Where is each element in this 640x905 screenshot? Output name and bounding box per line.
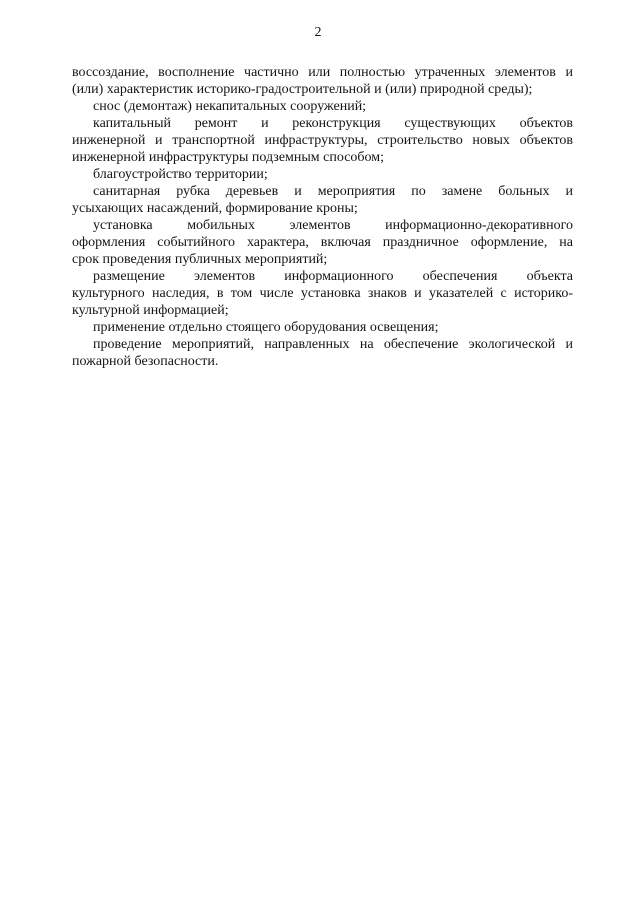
paragraph	[72, 336, 573, 370]
text-line	[72, 268, 573, 285]
text-line-content: инженерной инфраструктуры подземным способом;	[72, 150, 385, 165]
text-line	[72, 302, 573, 319]
text-line	[72, 98, 573, 115]
text-line-content: снос (демонтаж) некапитальных сооружений;	[93, 99, 367, 114]
paragraph	[72, 217, 573, 268]
text-line	[72, 200, 573, 217]
text-line	[72, 166, 573, 183]
text-line	[72, 183, 573, 200]
text-line	[72, 81, 573, 98]
text-line-content: санитарная рубка деревьев и мероприятия по замене больных и	[93, 184, 573, 199]
text-line-content: пожарной безопасности.	[72, 354, 219, 369]
text-line-content: проведение мероприятий, направленных на обеспечение экологической и	[93, 337, 573, 352]
text-line-content: применение отдельно стоящего оборудования освещения;	[93, 320, 439, 335]
text-line	[72, 64, 573, 81]
paragraph	[72, 319, 573, 336]
text-line	[72, 217, 573, 234]
text-line-content: воссоздание, восполнение частично или полностью утраченных элементов и	[72, 65, 573, 80]
text-line	[72, 234, 573, 251]
paragraph	[72, 166, 573, 183]
text-line	[72, 336, 573, 353]
paragraph	[72, 183, 573, 217]
text-line-content: (или) характеристик историко-градостроительной и (или) природной среды);	[72, 82, 533, 97]
text-line-content: срок проведения публичных мероприятий;	[72, 252, 328, 267]
text-line-content: культурной информацией;	[72, 303, 229, 318]
text-line	[72, 149, 573, 166]
text-line-content: установка мобильных элементов информационно-декоративного	[93, 218, 573, 233]
text-line	[72, 319, 573, 336]
text-line	[72, 132, 573, 149]
paragraph	[72, 98, 573, 115]
document-body	[72, 64, 573, 370]
paragraph	[72, 268, 573, 319]
text-line-content: капитальный ремонт и реконструкция существующих объектов	[93, 116, 573, 131]
page-number: 2	[314, 25, 322, 40]
text-line-content: размещение элементов информационного обеспечения объекта	[93, 269, 573, 284]
paragraph	[72, 115, 573, 166]
text-line-content: благоустройство территории;	[93, 167, 268, 182]
text-line-content: усыхающих насаждений, формирование кроны;	[72, 201, 358, 216]
text-line-content: культурного наследия, в том числе установка знаков и указателей с историко-	[72, 286, 573, 301]
text-line-content: оформления событийного характера, включая праздничное оформление, на	[72, 235, 573, 250]
text-line-content: инженерной и транспортной инфраструктуры, строительство новых объектов	[72, 133, 573, 148]
text-line	[72, 251, 573, 268]
text-line	[72, 353, 573, 370]
text-line	[72, 285, 573, 302]
paragraph	[72, 64, 573, 98]
text-line	[72, 115, 573, 132]
